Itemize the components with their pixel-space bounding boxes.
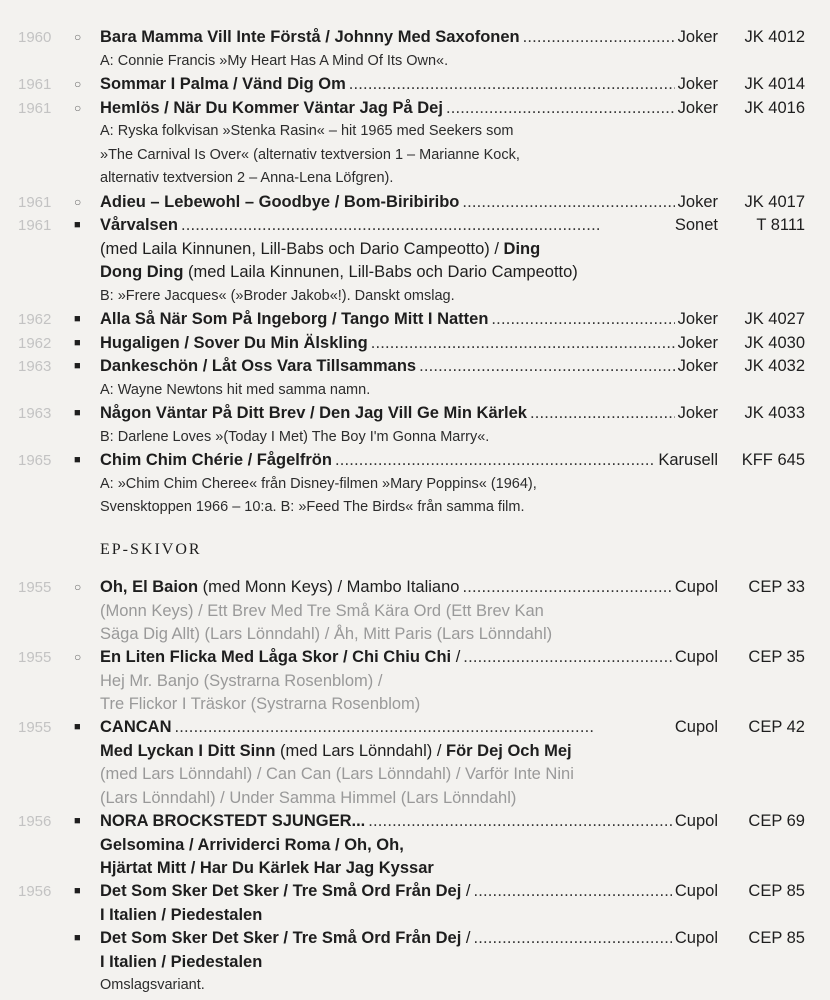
catalog-number: JK 4012 [744,28,805,46]
ep-track-line: (Monn Keys) / Ett Brev Med Tre Små Kära Ord (Ett Brev Kan [100,601,544,620]
record-format-marker: ■ [74,360,81,372]
ep-title: NORA BROCKSTEDT SJUNGER... [100,812,366,830]
release-year: 1961 [18,193,52,211]
single-title-cont [100,261,718,284]
single-title-line [100,214,718,237]
ep-track-line: Säga Dig Allt) (Lars Lönndahl) / Åh, Mitt Paris (Lars Lönndahl) [100,625,553,643]
single-title-line [100,97,718,120]
single-note: A: Wayne Newtons hit med samma namn. [100,381,371,398]
record-label: Joker [677,75,718,93]
leader-dots [523,26,675,49]
release-year: 1956 [18,813,52,830]
record-format-marker: ○ [74,580,82,594]
single-title: Hugaligen / Sover Du Min Älskling [100,333,368,352]
release-year: 1965 [18,452,52,469]
record-format-marker: ■ [74,219,81,231]
single-note: alternativ textversion 2 – Anna-Lena Löfgren). [100,170,394,186]
record-label: Joker [677,310,718,328]
record-label: Joker [677,28,718,46]
record-format-marker: ■ [74,407,81,419]
release-year: 1955 [18,579,52,596]
single-title-cont [100,238,718,261]
single-title: Någon Väntar På Ditt Brev / Den Jag Vill Ge Min Kärlek [100,404,527,422]
single-title-line [100,191,718,214]
single-note: B: »Frere Jacques« (»Broder Jakob«!). Danskt omslag. [100,287,455,304]
ep-track-line: I Italien / Piedestalen [100,905,263,924]
single-title: Alla Så När Som På Ingeborg / Tango Mitt I Natten [100,310,489,328]
single-title: Hemlös / När Du Kommer Väntar Jag På Dej [100,98,443,117]
record-label: Cupol [674,648,718,666]
leader-dots [419,355,675,378]
ep-title: Det Som Sker Det Sker / Tre Små Ord Från Dej [100,929,462,947]
ep-title-line [100,716,718,739]
record-label: Joker [677,404,718,422]
single-title-part: Ding [503,239,541,258]
leader-dots [473,927,671,950]
ep-entry-cep-42 [0,716,830,810]
single-title-line [100,308,718,331]
leader-dots [349,73,675,96]
leader-dots [175,716,672,739]
single-title: Vårvalsen [100,216,178,234]
record-label: Joker [677,98,718,117]
single-title: Adieu – Lebewohl – Goodbye / Bom-Biribiribo [100,192,460,211]
catalog-number: KFF 645 [741,451,805,469]
single-entry [0,214,830,308]
single-entry [0,26,830,73]
release-year: 1963 [18,358,52,375]
record-format-marker: ○ [74,77,82,91]
ep-entry-cep-35 [0,646,830,717]
leader-dots [368,810,672,833]
ep-title-line [100,576,718,599]
catalog-number: JK 4030 [744,333,805,352]
single-entry [0,308,830,332]
record-format-marker: ■ [74,815,81,827]
release-year: 1961 [18,76,52,93]
record-format-marker: ○ [74,100,82,115]
ep-track-line: Hjärtat Mitt / Har Du Kärlek Har Jag Kyssar [100,859,434,877]
single-title-line [100,355,718,378]
ep-title: Oh, El Baion [100,578,199,596]
release-year: 1962 [18,311,52,328]
record-format-marker: ■ [74,932,81,944]
single-note: Svensktoppen 1966 – 10:a. B: »Feed The Birds« från samma film. [100,499,525,515]
single-title: Dankeschön / Låt Oss Vara Tillsammans [100,357,417,375]
ep-track-bold: För Dej Och Mej [446,741,572,760]
leader-dots [181,214,672,237]
ep-entry-cep-85-variant [0,927,830,998]
catalog-number: JK 4027 [744,310,805,328]
record-label: Cupol [674,882,718,900]
ep-entry-cep-69 [0,810,830,881]
record-format-marker: ■ [74,313,81,325]
record-label: Sonet [674,216,718,234]
single-entry [0,97,830,191]
release-year: 1960 [18,29,52,46]
ep-title-cont: / [451,648,461,666]
single-title-part: Dong Ding [100,263,184,281]
record-label: Karusell [658,451,718,469]
record-label: Joker [677,357,718,375]
catalog-number: CEP 85 [748,929,805,947]
ep-track-line [100,740,718,763]
single-entry [0,191,830,215]
leader-dots [371,332,675,355]
ep-title-line [100,927,718,950]
record-label: Cupol [674,578,718,596]
single-title-line [100,449,718,472]
catalog-number: JK 4014 [744,75,805,93]
credit-text: (med Laila Kinnunen, Lill-Babs och Dario Campeotto) / [100,239,504,258]
ep-entry-cep-85 [0,880,830,927]
single-title-line [100,332,718,355]
record-format-marker: ■ [74,336,81,349]
catalog-number: CEP 42 [748,718,805,736]
record-format-marker: ○ [74,650,82,664]
single-entry [0,449,830,520]
ep-section-heading: EP-SKIVOR [100,541,202,558]
single-title-line [100,73,718,96]
ep-title-line [100,810,718,833]
ep-track-line: Tre Flickor I Träskor (Systrarna Rosenblom) [100,695,421,713]
record-format-marker: ○ [74,194,82,209]
ep-note: Omslagsvariant. [100,977,205,993]
leader-dots [335,449,655,472]
ep-title: Det Som Sker Det Sker / Tre Små Ord Från Dej [100,882,462,900]
ep-title-line [100,880,718,903]
ep-title: CANCAN [100,718,172,736]
single-title-line [100,26,718,49]
release-year: 1955 [18,719,52,736]
record-label: Cupol [674,929,718,947]
ep-track-line: (Lars Lönndahl) / Under Samma Himmel (Lars Lönndahl) [100,788,517,807]
ep-title-cont: / [461,882,471,900]
ep-title-cont: (med Monn Keys) / Mambo Italiano [198,578,460,596]
release-year: 1961 [18,217,52,234]
single-entry [0,332,830,356]
catalog-number: CEP 33 [748,578,805,596]
single-note: B: Darlene Loves »(Today I Met) The Boy I'm Gonna Marry«. [100,428,490,445]
single-title: Chim Chim Chérie / Fågelfrön [100,451,332,469]
catalog-number: JK 4017 [744,192,805,211]
ep-title: En Liten Flicka Med Låga Skor / Chi Chiu Chi [100,648,452,666]
leader-dots [491,308,674,331]
catalog-number: T 8111 [756,216,805,234]
single-note: »The Carnival Is Over« (alternativ textversion 1 – Marianne Kock, [100,146,520,163]
single-note: A: Ryska folkvisan »Stenka Rasin« – hit 1965 med Seekers som [100,123,514,139]
record-format-marker: ■ [74,885,81,897]
single-entry [0,402,830,449]
record-format-marker: ■ [74,721,81,733]
single-title: Sommar I Palma / Vänd Dig Om [100,75,346,93]
release-year: 1956 [18,883,52,900]
catalog-number: CEP 35 [748,648,805,666]
ep-track-line: Hej Mr. Banjo (Systrarna Rosenblom) / [100,671,383,690]
catalog-number: CEP 69 [748,812,805,830]
record-label: Joker [677,192,718,211]
release-year: 1962 [18,334,52,352]
release-year: 1955 [18,649,52,666]
leader-dots [530,402,675,425]
single-note: A: Connie Francis »My Heart Has A Mind Of Its Own«. [100,52,449,69]
record-label: Joker [677,333,718,352]
single-note: A: »Chim Chim Cheree« från Disney-filmen »Mary Poppins« (1964), [100,475,537,492]
leader-dots [462,191,674,214]
catalog-number: JK 4033 [744,404,805,422]
single-title: Bara Mamma Vill Inte Förstå / Johnny Med Saxofonen [100,28,520,46]
ep-title-cont: / [461,929,471,947]
single-entry [0,73,830,97]
ep-title-line [100,646,718,669]
ep-track-line: (med Lars Lönndahl) / Can Can (Lars Lönndahl) / Varför Inte Nini [100,765,574,783]
credit-text: (med Laila Kinnunen, Lill-Babs och Dario Campeotto) [183,263,578,281]
record-format-marker: ○ [74,30,82,44]
ep-track-bold: Med Lyckan I Ditt Sinn [100,741,276,760]
leader-dots [473,880,671,903]
leader-dots [446,97,675,120]
single-entry [0,355,830,402]
record-label: Cupol [674,812,718,830]
record-format-marker: ■ [74,454,81,466]
catalog-number: JK 4016 [744,98,805,117]
ep-track-line: Gelsomina / Arrividerci Roma / Oh, Oh, [100,835,404,854]
ep-entry-cep-33 [0,576,830,647]
release-year: 1961 [18,99,52,117]
leader-dots [463,646,672,669]
leader-dots [462,576,671,599]
record-label: Cupol [674,718,718,736]
ep-track-normal: (med Lars Lönndahl) / [275,741,447,760]
ep-track-line: I Italien / Piedestalen [100,952,263,971]
catalog-number: CEP 85 [748,882,805,900]
release-year: 1963 [18,405,52,422]
single-title-line [100,402,718,425]
catalog-number: JK 4032 [744,357,805,375]
